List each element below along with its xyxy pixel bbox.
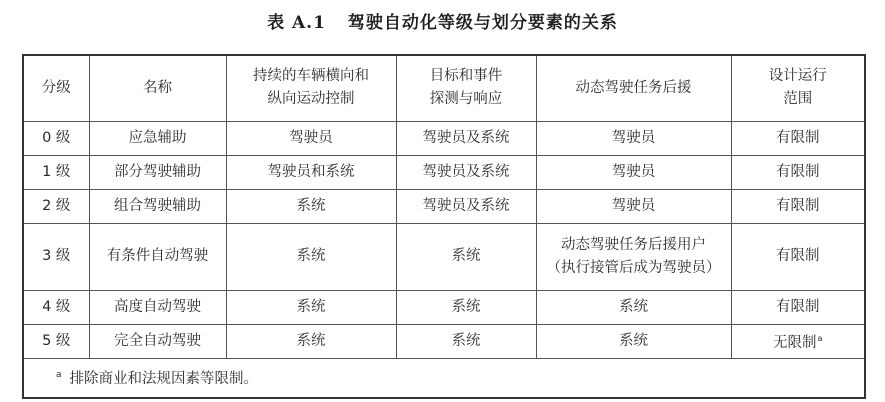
cell-fallback: 动态驾驶任务后援用户 （执行接管后成为驾驶员） [536,223,731,290]
column-header-name: 名称 [89,55,226,121]
cell-level: 0 级 [23,121,89,155]
cell-control: 系统 [226,223,396,290]
cell-odd: 有限制 [731,223,865,290]
cell-name: 高度自动驾驶 [89,290,226,324]
cell-odd: 无限制$^a$ [731,324,865,358]
cell-control: 系统 [226,290,396,324]
table-row [23,121,865,155]
cell-level: 2 级 [23,189,89,223]
footnote-reference: a [817,334,823,344]
cell-control: 系统 [226,189,396,223]
cell-level: 4 级 [23,290,89,324]
cell-control: 驾驶员和系统 [226,155,396,189]
column-header-odd: 设计运行 范围 [731,55,865,121]
cell-level: 3 级 [23,223,89,290]
header-row [23,55,865,121]
cell-fallback: 驾驶员 [536,155,731,189]
footnote-mark: a [56,370,62,381]
cell-oedr: 系统 [396,223,536,290]
cell-name: 组合驾驶辅助 [89,189,226,223]
footnote [23,358,865,398]
footnote-text: 排除商业和法规因素等限制。 [69,370,259,387]
cell-odd: 有限制 [731,155,865,189]
cell-fallback: 驾驶员 [536,121,731,155]
table-row [23,155,865,189]
cell-name: 有条件自动驾驶 [89,223,226,290]
table-title-text: 驾驶自动化等级与划分要素的关系 [347,13,618,33]
cell-name: 部分驾驶辅助 [89,155,226,189]
footnote-row [23,358,865,398]
cell-level: 1 级 [23,155,89,189]
cell-fallback: 系统 [536,324,731,358]
column-header-control: 持续的车辆横向和 纵向运动控制 [226,55,396,121]
cell-control: 驾驶员 [226,121,396,155]
cell-odd: 有限制 [731,121,865,155]
cell-oedr: 驾驶员及系统 [396,155,536,189]
cell-oedr: 驾驶员及系统 [396,189,536,223]
cell-name: 完全自动驾驶 [89,324,226,358]
cell-name: 应急辅助 [89,121,226,155]
cell-control: 系统 [226,324,396,358]
table-row [23,223,865,290]
column-header-oedr: 目标和事件 探测与响应 [396,55,536,121]
table-row [23,189,865,223]
table-row [23,324,865,358]
table-title [0,8,885,33]
table-row [23,290,865,324]
cell-odd: 有限制 [731,189,865,223]
cell-fallback: 系统 [536,290,731,324]
cell-oedr: 系统 [396,324,536,358]
automation-levels-table [22,54,866,399]
cell-oedr: 系统 [396,290,536,324]
table-number: 表 A.1 [267,13,326,33]
cell-oedr: 驾驶员及系统 [396,121,536,155]
cell-fallback: 驾驶员 [536,189,731,223]
column-header-fallback: 动态驾驶任务后援 [536,55,731,121]
column-header-level: 分级 [23,55,89,121]
cell-level: 5 级 [23,324,89,358]
cell-odd: 有限制 [731,290,865,324]
